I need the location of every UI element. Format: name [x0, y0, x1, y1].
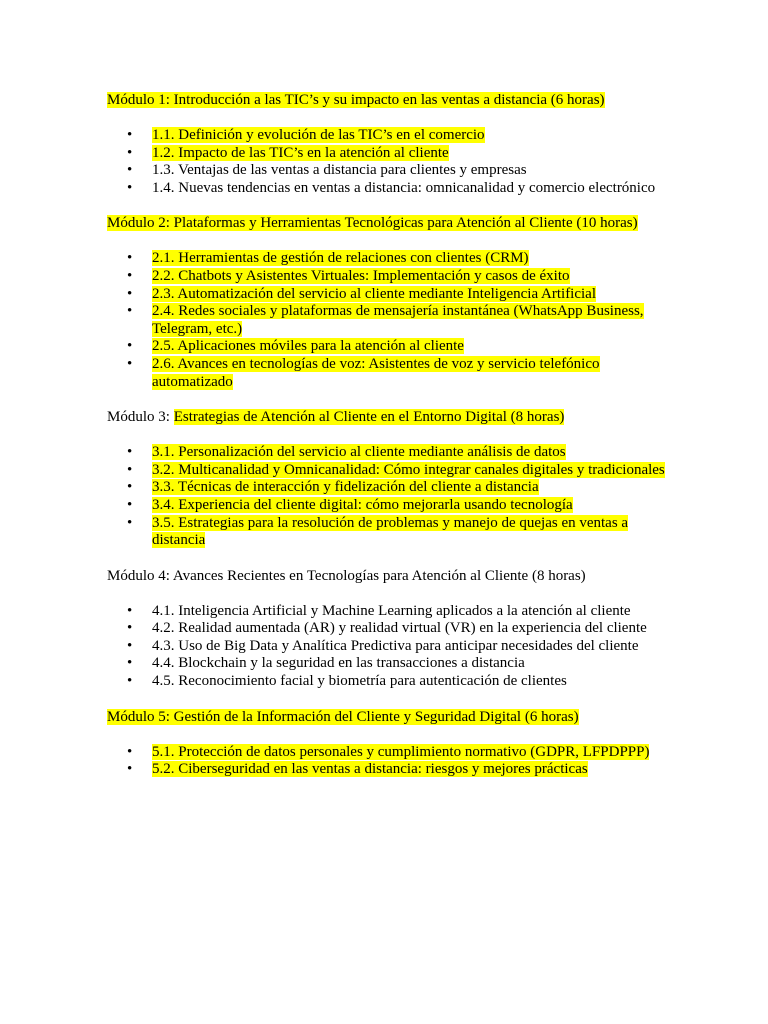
module-section-2: [107, 214, 667, 391]
module-heading: [107, 214, 667, 232]
module-heading: [107, 91, 667, 109]
bullet-icon: •: [127, 303, 133, 320]
bullet-icon: •: [127, 602, 133, 619]
list-item: [107, 761, 667, 779]
module-item-list: [107, 444, 667, 550]
list-item-text: 2.6. Avances en tecnologías de voz: Asistentes de voz y servicio telefónico automatizado: [152, 355, 600, 390]
list-item: [107, 497, 667, 515]
list-item-text: 2.3. Automatización del servicio al cliente mediante Inteligencia Artificial: [152, 285, 597, 302]
module-section-4: [107, 567, 667, 691]
list-item: [107, 603, 667, 621]
list-item: [107, 655, 667, 673]
list-item-text: 2.2. Chatbots y Asistentes Virtuales: Implementación y casos de éxito: [152, 267, 570, 284]
module-item-list: [107, 744, 667, 779]
list-item-text: 5.2. Ciberseguridad en las ventas a distancia: riesgos y mejores prácticas: [152, 761, 588, 778]
bullet-icon: •: [127, 655, 133, 672]
list-item-text: 3.4. Experiencia del cliente digital: cómo mejorarla usando tecnología: [152, 496, 573, 513]
module-heading-text: Módulo 5: Gestión de la Información del Cliente y Seguridad Digital (6 horas): [107, 708, 579, 725]
list-item-text: 1.2. Impacto de las TIC’s en la atención al cliente: [152, 144, 449, 161]
list-item-text: 3.5. Estrategias para la resolución de problemas y manejo de quejas en ventas a distancia: [152, 514, 629, 549]
bullet-icon: •: [127, 444, 133, 461]
bullet-icon: •: [127, 355, 133, 372]
list-item-text: 4.4. Blockchain y la seguridad en las transacciones a distancia: [152, 655, 525, 672]
bullet-icon: •: [127, 461, 133, 478]
module-item-list: [107, 127, 667, 197]
list-item: [107, 162, 667, 180]
module-heading: [107, 567, 667, 585]
list-item-text: 1.4. Nuevas tendencias en ventas a distancia: omnicanalidad y comercio electrónico: [152, 179, 656, 196]
list-item-text: 4.1. Inteligencia Artificial y Machine Learning aplicados a la atención al cliente: [152, 602, 631, 619]
list-item-text: 5.1. Protección de datos personales y cumplimiento normativo (GDPR, LFPDPPP): [152, 743, 650, 760]
document-page: [107, 91, 667, 796]
bullet-icon: •: [127, 144, 133, 161]
bullet-icon: •: [127, 338, 133, 355]
module-heading-text: Estrategias de Atención al Cliente en el Entorno Digital (8 horas): [173, 409, 565, 426]
bullet-icon: •: [127, 179, 133, 196]
list-item: [107, 444, 667, 462]
list-item: [107, 479, 667, 497]
list-item: [107, 638, 667, 656]
list-item: [107, 515, 667, 550]
list-item-text: 1.3. Ventajas de las ventas a distancia para clientes y empresas: [152, 162, 527, 179]
bullet-icon: •: [127, 250, 133, 267]
list-item: [107, 673, 667, 691]
module-heading-prefix: Módulo 3:: [107, 409, 174, 426]
module-section-5: [107, 708, 667, 779]
list-item-text: 3.3. Técnicas de interacción y fidelización del cliente a distancia: [152, 479, 539, 496]
list-item-text: 4.3. Uso de Big Data y Analítica Predictiva para anticipar necesidades del cliente: [152, 637, 639, 654]
bullet-icon: •: [127, 761, 133, 778]
module-heading: [107, 708, 667, 726]
list-item: [107, 620, 667, 638]
module-section-1: [107, 91, 667, 197]
list-item-text: 4.2. Realidad aumentada (AR) y realidad virtual (VR) en la experiencia del cliente: [152, 620, 647, 637]
list-item-text: 2.5. Aplicaciones móviles para la atención al cliente: [152, 338, 464, 355]
bullet-icon: •: [127, 285, 133, 302]
list-item: [107, 286, 667, 304]
module-item-list: [107, 250, 667, 391]
list-item-text: 3.1. Personalización del servicio al cliente mediante análisis de datos: [152, 444, 566, 461]
list-item: [107, 180, 667, 198]
bullet-icon: •: [127, 162, 133, 179]
list-item: [107, 356, 667, 391]
bullet-icon: •: [127, 620, 133, 637]
module-heading-text: Módulo 4: Avances Recientes en Tecnologías para Atención al Cliente (8 horas): [107, 567, 586, 584]
list-item-text: 2.4. Redes sociales y plataformas de mensajería instantánea (WhatsApp Business, Telegram, etc.): [152, 303, 644, 337]
module-section-3: [107, 408, 667, 550]
module-heading-text: Módulo 2: Plataformas y Herramientas Tecnológicas para Atención al Cliente (10 horas): [107, 215, 638, 232]
list-item: [107, 145, 667, 163]
bullet-icon: •: [127, 673, 133, 690]
list-item-text: 3.2. Multicanalidad y Omnicanalidad: Cómo integrar canales digitales y tradicionales: [152, 461, 665, 478]
bullet-icon: •: [127, 637, 133, 654]
bullet-icon: •: [127, 514, 133, 531]
bullet-icon: •: [127, 479, 133, 496]
bullet-icon: •: [127, 496, 133, 513]
bullet-icon: •: [127, 267, 133, 284]
list-item: [107, 744, 667, 762]
bullet-icon: •: [127, 127, 133, 143]
module-heading-text: Módulo 1: Introducción a las TIC’s y su impacto en las ventas a distancia (6 horas): [107, 92, 605, 108]
list-item: [107, 268, 667, 286]
list-item: [107, 462, 667, 480]
list-item-text: 4.5. Reconocimiento facial y biometría para autenticación de clientes: [152, 673, 567, 690]
list-item: [107, 303, 667, 338]
module-item-list: [107, 603, 667, 691]
list-item: [107, 250, 667, 268]
list-item: [107, 127, 667, 145]
module-heading: [107, 408, 667, 426]
bullet-icon: •: [127, 743, 133, 760]
list-item-text: 1.1. Definición y evolución de las TIC’s en el comercio: [152, 127, 485, 143]
list-item-text: 2.1. Herramientas de gestión de relaciones con clientes (CRM): [152, 250, 529, 267]
list-item: [107, 338, 667, 356]
